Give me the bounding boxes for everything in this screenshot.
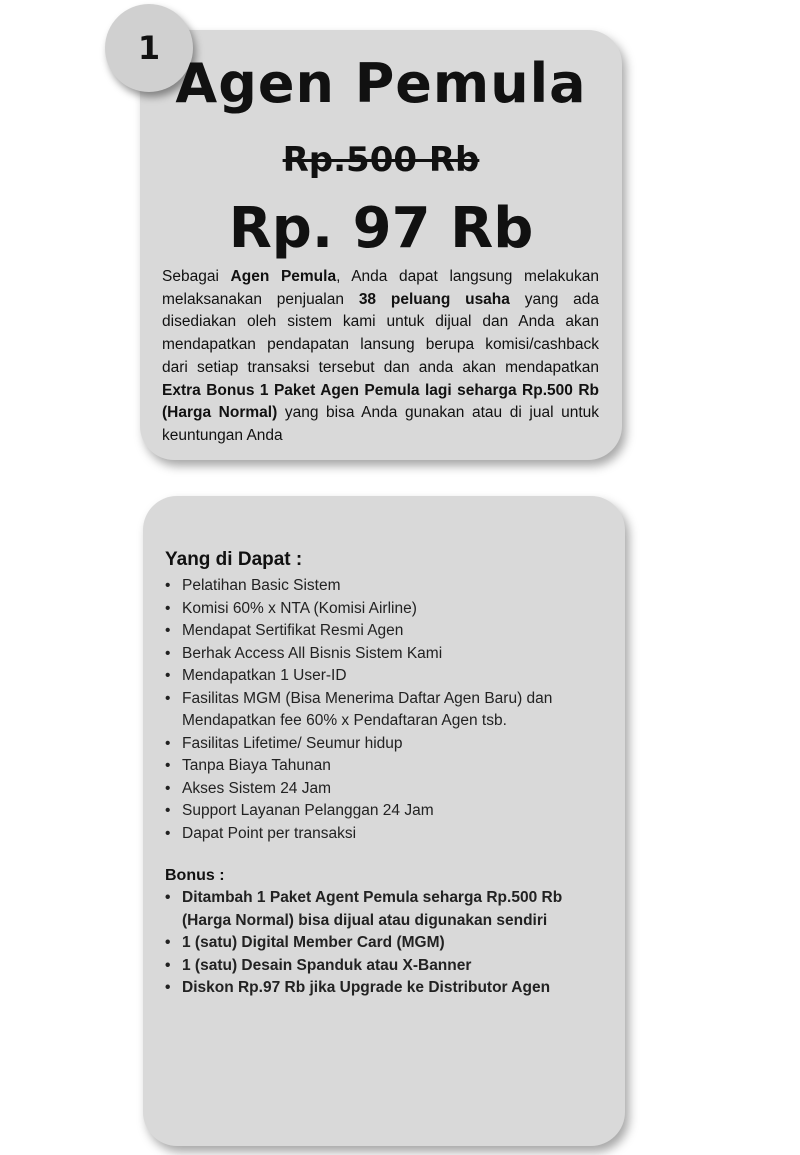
bonus-item: • Ditambah 1 Paket Agent Pemula seharga Rp.500 Rb (Harga Normal) bisa dijual atau digunakan sendiri (165, 887, 605, 932)
benefit-item: • Fasilitas MGM (Bisa Menerima Daftar Agen Baru) dan Mendapatkan fee 60% x Pendaftaran Agen tsb. (165, 688, 605, 733)
benefit-item: • Fasilitas Lifetime/ Seumur hidup (165, 733, 605, 756)
bonus-title: Bonus : (165, 867, 225, 884)
bonus-list (165, 887, 605, 1000)
benefit-item: • Berhak Access All Bisnis Sistem Kami (165, 643, 605, 666)
desc-text-4: yang bisa Anda gunakan atau di jual untuk keuntungan Anda (162, 404, 600, 444)
desc-text-1: Sebagai (162, 268, 231, 285)
benefit-item: • Komisi 60% x NTA (Komisi Airline) (165, 598, 605, 621)
benefits-list (165, 575, 605, 845)
benefit-item: • Dapat Point per transaksi (165, 823, 605, 846)
benefit-item: • Support Layanan Pelanggan 24 Jam (165, 800, 605, 823)
benefit-item: • Pelatihan Basic Sistem (165, 575, 605, 598)
benefit-item: • Mendapatkan 1 User-ID (165, 665, 605, 688)
desc-bold-1: Agen Pemula (230, 268, 337, 285)
new-price: Rp. 97 Rb (228, 196, 534, 261)
desc-text-2: , Anda dapat langsung melakukan melaksanakan penjualan (162, 268, 599, 308)
benefit-item: • Akses Sistem 24 Jam (165, 778, 605, 801)
benefits-title: Yang di Dapat : (165, 549, 303, 570)
bonus-item: • 1 (satu) Desain Spanduk atau X-Banner (165, 955, 605, 978)
bonus-item: • Diskon Rp.97 Rb jika Upgrade ke Distributor Agen (165, 977, 605, 1000)
desc-bold-2: 38 peluang usaha (358, 290, 510, 308)
bonus-item: • 1 (satu) Digital Member Card (MGM) (165, 932, 605, 955)
old-price: Rp.500 Rb (282, 140, 480, 180)
package-number-badge: 1 (105, 4, 193, 92)
package-description (162, 266, 599, 448)
package-title: Agen Pemula (175, 52, 587, 115)
benefit-item: • Mendapat Sertifikat Resmi Agen (165, 620, 605, 643)
benefit-item: • Tanpa Biaya Tahunan (165, 755, 605, 778)
desc-bold-3: Extra Bonus 1 Paket Agen Pemula lagi seharga Rp.500 Rb (Harga Normal) (162, 381, 599, 422)
desc-text-3: yang ada disediakan oleh sistem kami untuk dijual dan Anda akan mendapatkan pendapatan lansung berupa komisi/cashback dari setiap transaksi tersebut dan anda akan mendapatkan (162, 290, 600, 376)
